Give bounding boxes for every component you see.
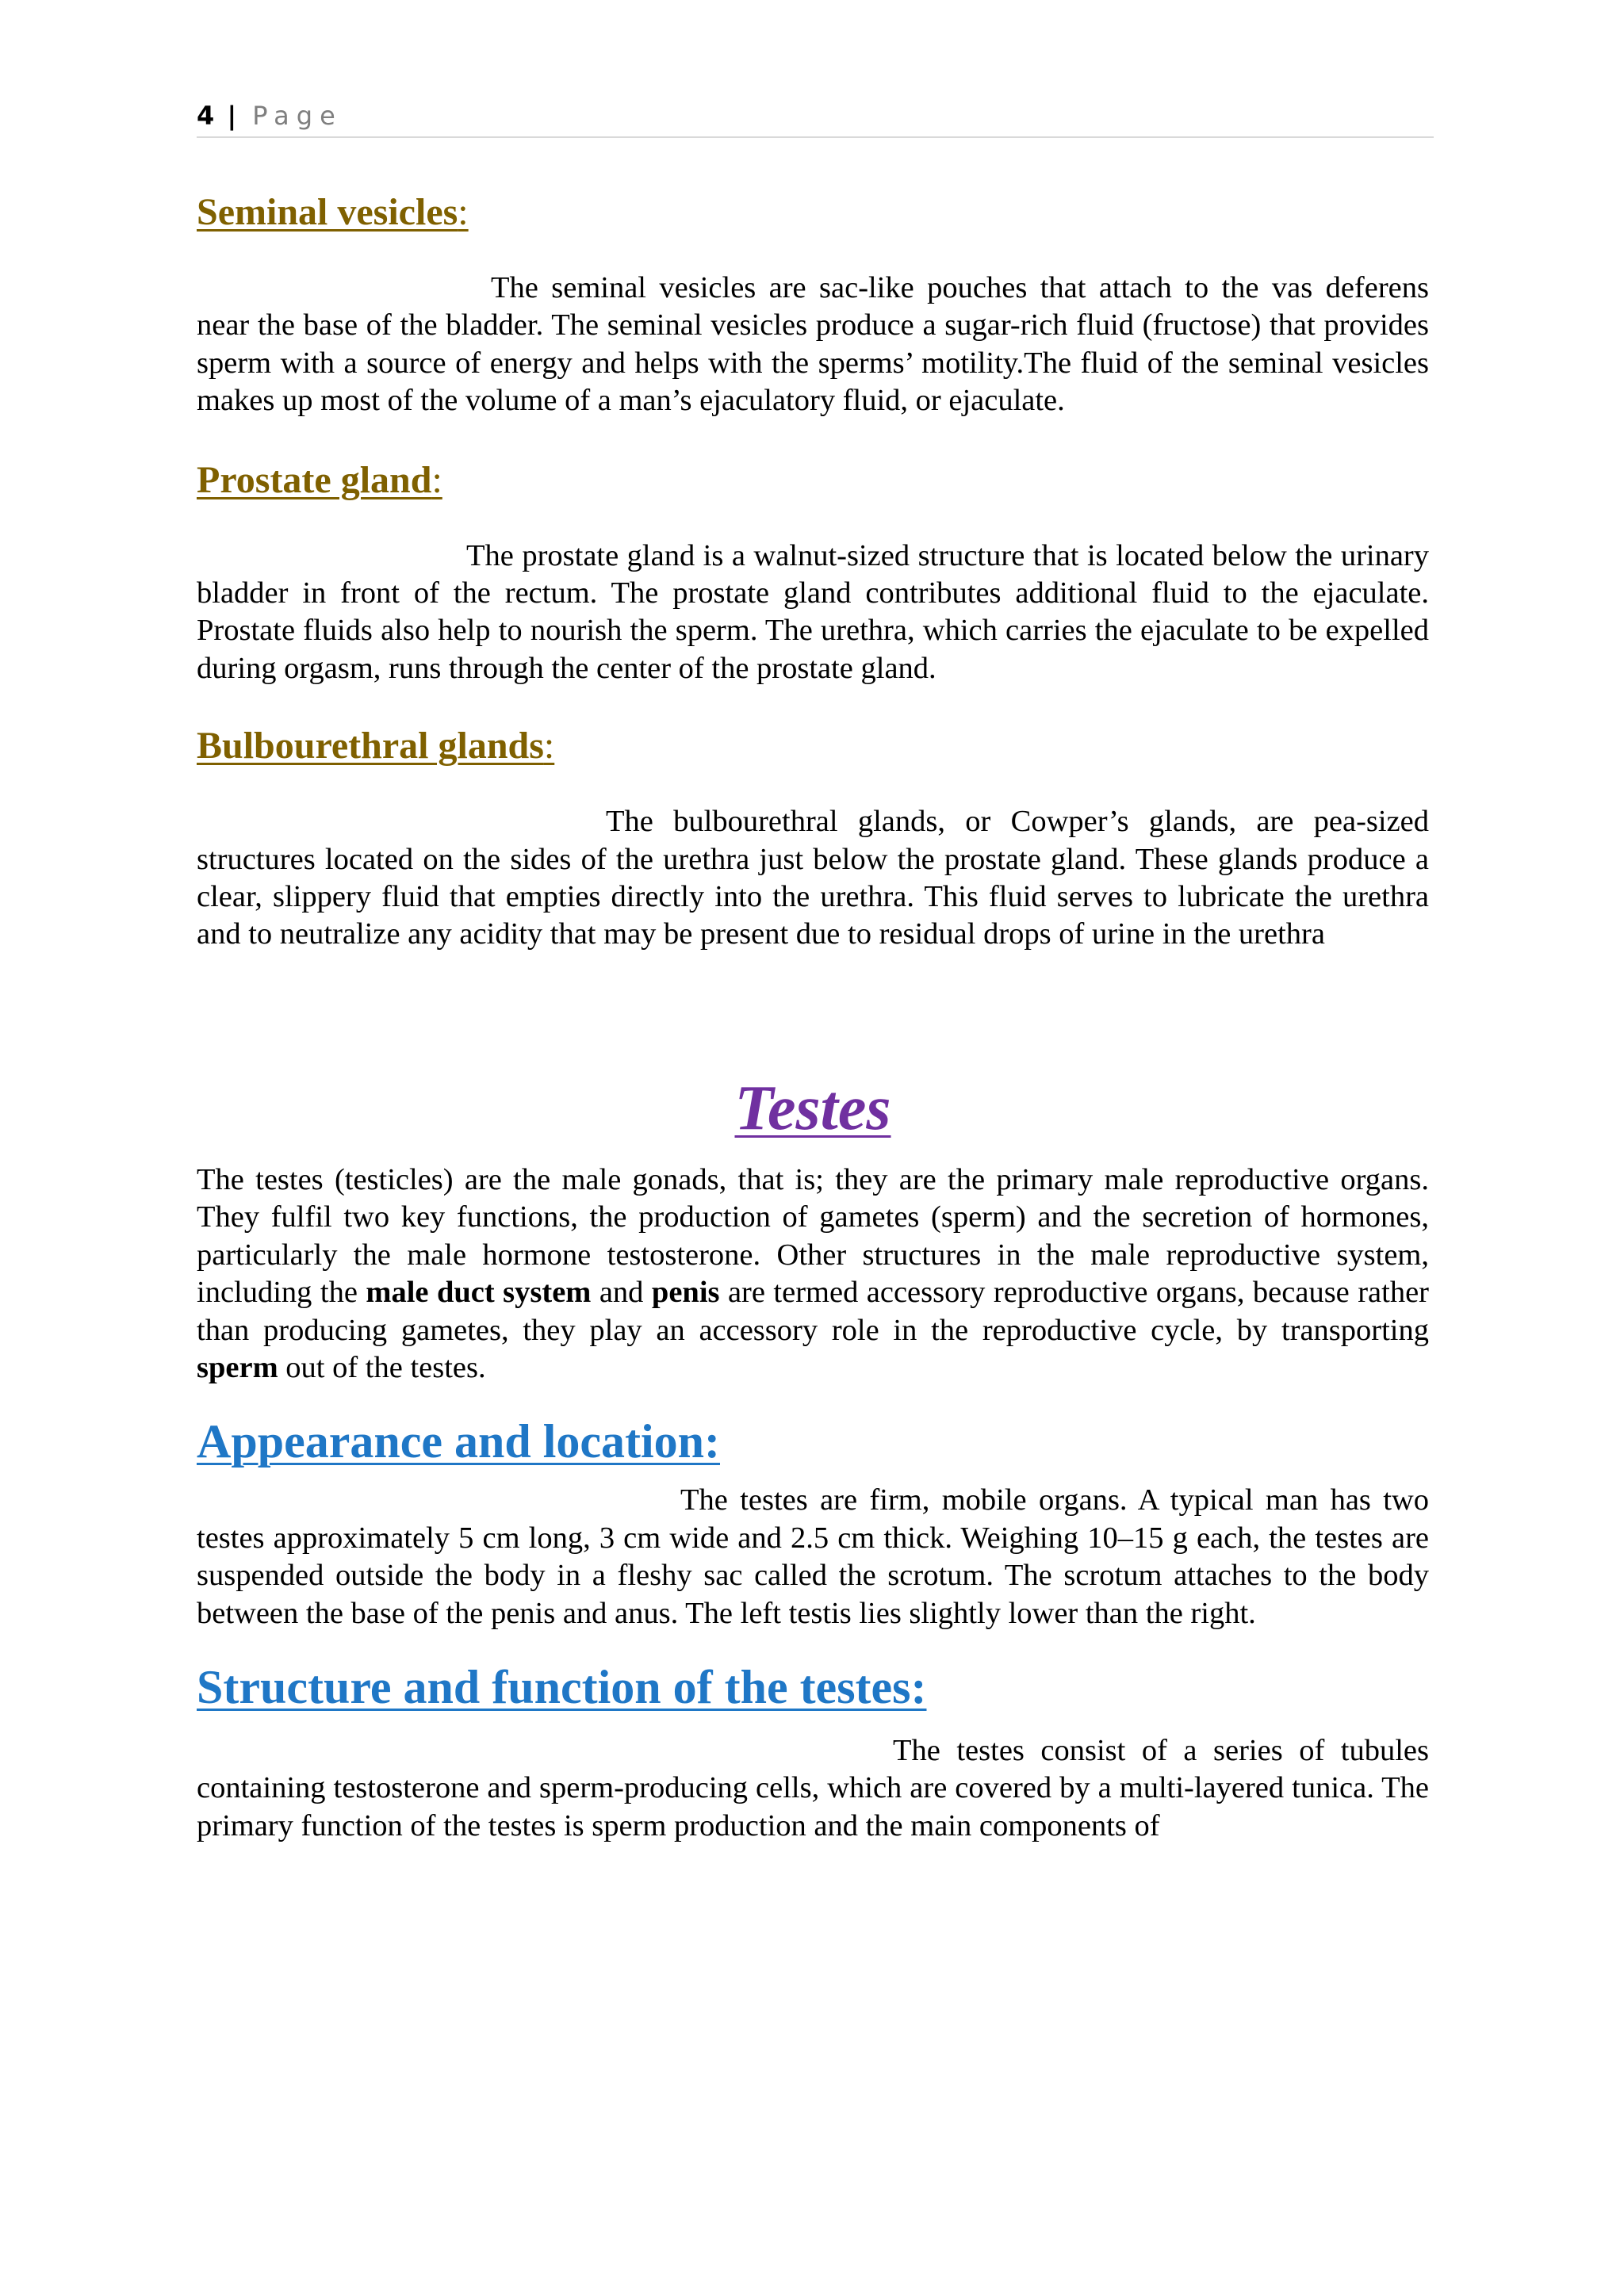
page-number: 4 xyxy=(197,101,215,131)
paragraph-seminal-vesicles: The seminal vesicles are sac-like pouches that attach to the vas deferens near the base of the bladder. The seminal vesicles produce a sugar-rich fluid (fructose) that provides sperm with a source of energy and helps with the sperms’ motility.The fluid of the seminal vesicles makes up most of the volume of a man’s ejaculatory fluid, or ejaculate. xyxy=(197,271,1429,418)
page-header xyxy=(197,95,1434,138)
heading-seminal-vesicles: Seminal vesicles: xyxy=(197,191,469,233)
heading-appearance-and-location: Appearance and location: xyxy=(197,1415,720,1468)
bold-sperm: sperm xyxy=(197,1350,278,1384)
heading-bulbourethral-glands: Bulbourethral glands: xyxy=(197,725,555,767)
paragraph-structure-and-function: The testes consist of a series of tubules containing testosterone and sperm-producing cells, which are covered by a multi-layered tunica. The primary function of the testes is sperm production and the main components of xyxy=(197,1733,1429,1843)
paragraph-prostate-gland: The prostate gland is a walnut-sized structure that is located below the urinary bladder in front of the rectum. The prostate gland contributes additional fluid to the ejaculate. Prostate fluids also help to nourish the sperm. The urethra, which carries the ejaculate to be expelled during orgasm, runs through the center of the prostate gland. xyxy=(197,538,1429,685)
page-content xyxy=(197,190,1429,1845)
heading-structure-and-function: Structure and function of the testes: xyxy=(197,1660,927,1713)
page-label: Page xyxy=(252,101,343,131)
paragraph-bulbourethral-glands: The bulbourethral glands, or Cowper’s glands, are pea-sized structures located on the sides of the urethra just below the prostate gland. These glands produce a clear, slippery fluid that empties directly into the urethra. This fluid serves to lubricate the urethra and to neutralize any acidity that may be present due to residual drops of urine in the urethra xyxy=(197,805,1429,951)
title-testes: Testes xyxy=(734,1073,891,1143)
bold-penis: penis xyxy=(651,1276,720,1310)
header-separator: | xyxy=(227,101,237,131)
paragraph-appearance-and-location: The testes are firm, mobile organs. A typical man has two testes approximately 5 cm long, 3 cm wide and 2.5 cm thick. Weighing 10–15 g each, the testes are suspended outside the body in a fleshy sac called the scrotum. The scrotum attaches to the body between the base of the penis and anus. The left testis lies slightly lower than the right. xyxy=(197,1483,1429,1630)
bold-male-duct-system: male duct system xyxy=(366,1276,592,1310)
heading-prostate-gland: Prostate gland: xyxy=(197,458,442,501)
paragraph-testes: The testes (testicles) are the male gonads, that is; they are the primary male reproductive organs. They fulfil two key functions, the production of gametes (sperm) and the secretion of hormones, particularly the male hormone testosterone. Other structures in the male reproductive system, including the male duct system and penis are termed accessory reproductive organs, because rather than producing gametes, they play an accessory role in the reproductive cycle, by transporting sperm out of the testes. xyxy=(197,1162,1430,1384)
